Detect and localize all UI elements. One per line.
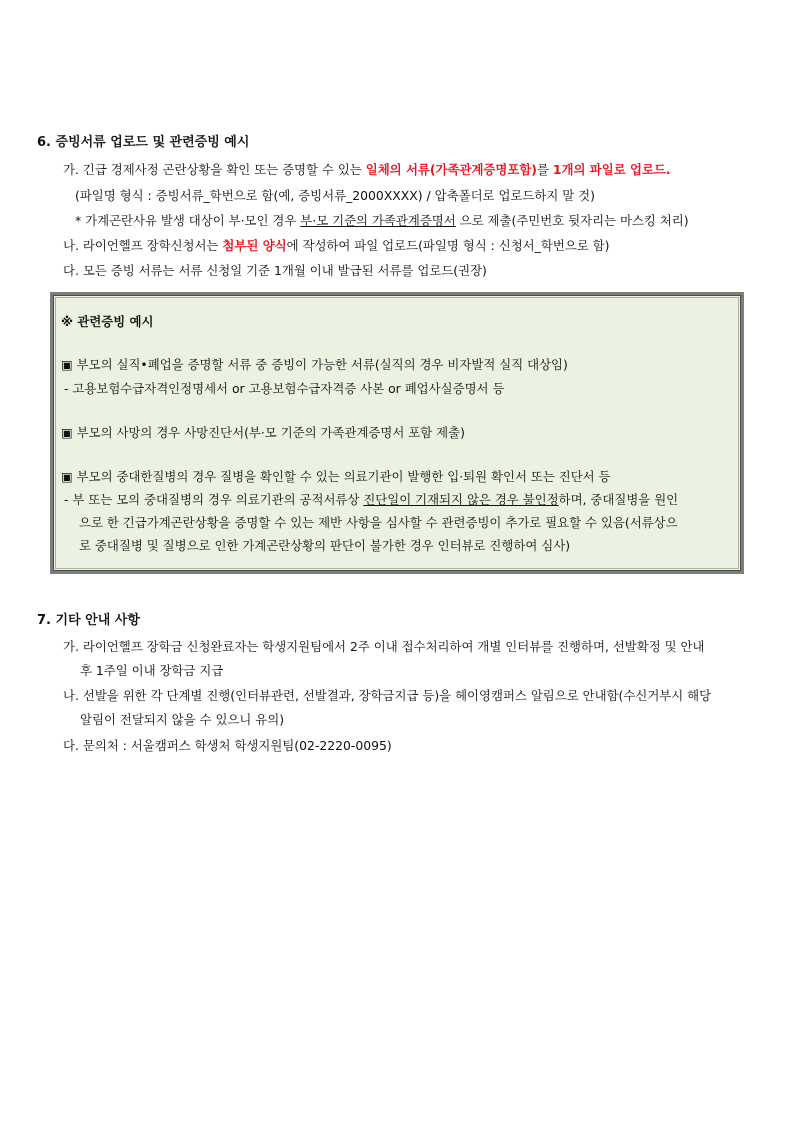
section-7-item-na-line-2: 알림이 전달되지 않을 수 있으니 유의) [80,712,285,727]
illness-detail-prefix: - 부 또는 모의 중대질병의 경우 의료기관의 공적서류상 [64,492,364,507]
evidence-item-death: ▣ 부모의 사망의 경우 사망진단서(부·모 기준의 가족관계증명서 포함 제출) [61,425,465,440]
section-6-item-ga-text: 가. 긴급 경제사정 곤란상황을 확인 또는 증명할 수 있는 [63,162,366,177]
section-6-item-ga-highlight-2: 1개의 파일로 업로드. [552,162,671,177]
section-6-item-na-suffix: 에 작성하여 파일 업로드(파일명 형식 : 신청서_학번으로 함) [286,238,610,253]
section-6-item-ga-joiner: 를 [536,162,553,177]
section-6-masking-note [75,212,689,230]
evidence-box-title: ※ 관련증빙 예시 [61,314,154,329]
masking-note-suffix: 으로 제출(주민번호 뒷자리는 마스킹 처리) [455,213,689,228]
evidence-item-illness-detail-line-3: 로 중대질병 및 질병으로 인한 가계곤란상황의 판단이 불가한 경우 인터뷰로 진행하여 심사) [79,538,571,553]
section-7-title: 7. 기타 안내 사항 [37,613,140,628]
section-6-item-ga [63,161,671,179]
section-7-item-ga-line-1: 가. 라이언헬프 장학금 신청완료자는 학생지원팀에서 2주 이내 접수처리하여 개별 인터뷰를 진행하며, 선발확정 및 안내 [63,639,705,654]
evidence-item-illness: ▣ 부모의 중대한질병의 경우 질병을 확인할 수 있는 의료기관이 발행한 입·퇴원 확인서 또는 진단서 등 [61,469,611,484]
section-6-item-na-text: 나. 라이언헬프 장학신청서는 [63,238,223,253]
evidence-item-unemployment: ▣ 부모의 실직•폐업을 증명할 서류 중 증빙이 가능한 서류(실직의 경우 비자발적 실직 대상임) [61,357,568,372]
section-6-item-ga-highlight-1: 일체의 서류(가족관계증명포함) [365,162,537,177]
masking-note-text: * 가계곤란사유 발생 대상이 부·모인 경우 [75,213,301,228]
section-7-item-na-line-1: 나. 선발을 위한 각 단계별 진행(인터뷰관련, 선발결과, 장학금지급 등)을 헤이영캠퍼스 알림으로 안내함(수신거부시 해당 [63,688,712,703]
section-6-item-na-highlight: 첨부된 양식 [222,238,287,253]
section-7-item-ga-line-2: 후 1주일 이내 장학금 지급 [80,663,224,678]
section-6-item-da: 다. 모든 증빙 서류는 서류 신청일 기준 1개월 이내 발급된 서류를 업로드(권장) [63,263,487,278]
section-6-filename-note: (파일명 형식 : 증빙서류_학번으로 함(예, 증빙서류_2000XXXX) / 압축폴더로 업로드하지 말 것) [75,188,595,203]
section-7-item-da-contact: 다. 문의처 : 서울캠퍼스 학생처 학생지원팀(02-2220-0095) [63,738,392,753]
section-6-title: 6. 증빙서류 업로드 및 관련증빙 예시 [37,135,250,150]
evidence-item-unemployment-detail: - 고용보험수급자격인정명세서 or 고용보험수급자격증 사본 or 폐업사실증명서 등 [64,381,505,396]
evidence-item-illness-detail-line-1 [64,491,736,509]
section-6-item-na [63,237,609,255]
evidence-item-illness-detail-line-2: 으로 한 긴급가계곤란상황을 증명할 수 있는 제반 사항을 심사할 수 관련증빙이 추가로 필요할 수 있음(서류상으 [79,515,678,530]
illness-detail-underlined: 진단일이 기재되지 않은 경우 불인정 [363,492,559,507]
illness-detail-suffix: 하며, 중대질병을 원인 [558,492,679,507]
masking-note-underlined: 부·모 기준의 가족관계증명서 [300,213,456,228]
